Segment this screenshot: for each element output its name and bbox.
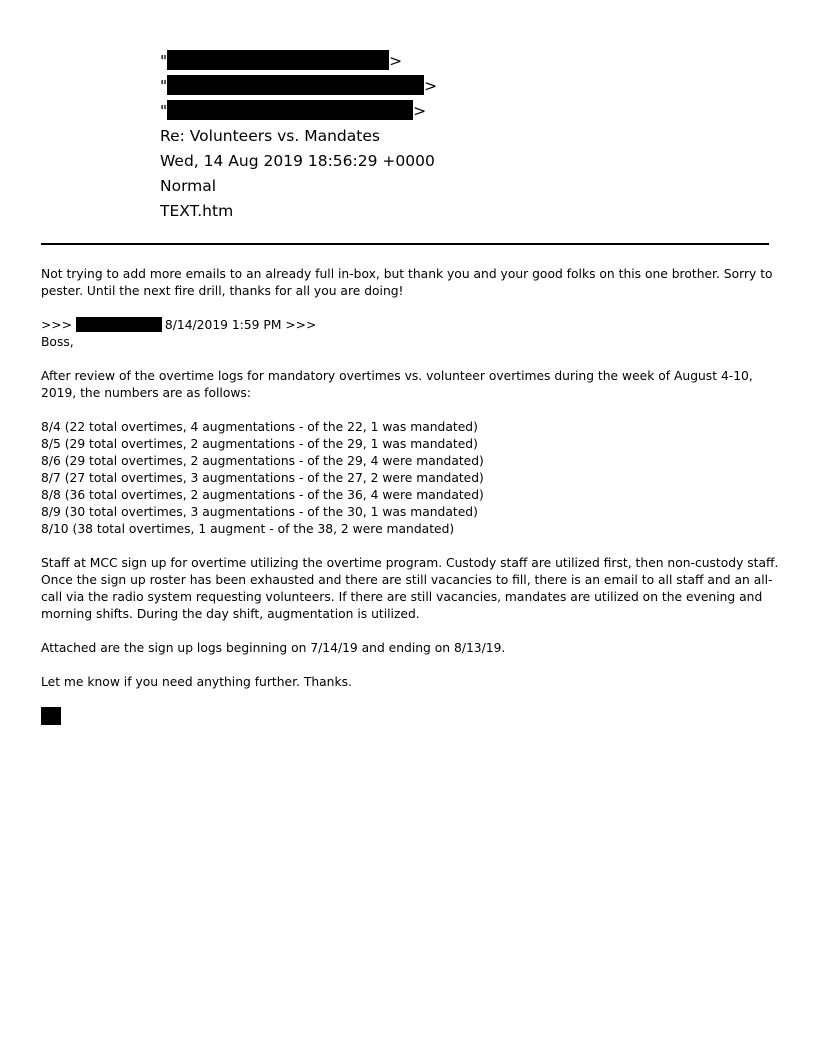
stat-line: 8/6 (29 total overtimes, 2 augmentations - of the 29, 4 were mandated) — [41, 454, 484, 468]
header-divider — [41, 243, 769, 245]
stat-line: 8/9 (30 total overtimes, 3 augmentations - of the 30, 1 was mandated) — [41, 505, 478, 519]
attached-paragraph: Attached are the sign up logs beginning on 7/14/19 and ending on 8/13/19. — [41, 641, 506, 655]
review-paragraph: After review of the overtime logs for mandatory overtimes vs. volunteer overtimes during the week of August 4-10, 2019, the numbers are as follows: — [41, 369, 753, 400]
signature-redaction — [41, 707, 61, 725]
intro-paragraph: Not trying to add more emails to an already full in-box, but thank you and your good folks on this one brother. Sorry to pester. Until the next fire drill, thanks for all you are doing! — [41, 267, 773, 298]
closing-paragraph: Let me know if you need anything further. Thanks. — [41, 675, 352, 689]
process-paragraph: Staff at MCC sign up for overtime utilizing the overtime program. Custody staff are utilized first, then non-custody staff. Once the sign up roster has been exhausted and there are still vacancies to fill, there is an email to all staff and an all-call via the radio system requesting volunteers. If there are still vacancies, mandates are utilized on the evening and morning shifts. During the day shift, augmentation is utilized. — [41, 556, 779, 621]
stat-line: 8/4 (22 total overtimes, 4 augmentations - of the 22, 1 was mandated) — [41, 420, 478, 434]
redaction-block — [167, 75, 424, 95]
redaction-block — [167, 50, 389, 70]
from-value: " > — [160, 52, 403, 70]
quoted-header: >>> 8/14/2019 1:59 PM >>> — [41, 318, 317, 332]
redaction-block — [167, 100, 413, 120]
subject-value: Re: Volunteers vs. Mandates — [160, 127, 380, 145]
to-value: " > — [160, 77, 438, 95]
redaction-block — [76, 317, 162, 332]
cc-value: " > — [160, 102, 427, 120]
stat-line: 8/8 (36 total overtimes, 2 augmentations - of the 36, 4 were mandated) — [41, 488, 484, 502]
stat-line: 8/10 (38 total overtimes, 1 augment - of the 38, 2 were mandated) — [41, 522, 455, 536]
stat-line: 8/7 (27 total overtimes, 3 augmentations - of the 27, 2 were mandated) — [41, 471, 484, 485]
email-body — [41, 266, 781, 691]
attachments-value[interactable]: TEXT.htm — [160, 202, 234, 220]
date-value: Wed, 14 Aug 2019 18:56:29 +0000 — [160, 152, 435, 170]
greeting: Boss, — [41, 335, 74, 349]
stat-line: 8/5 (29 total overtimes, 2 augmentations - of the 29, 1 was mandated) — [41, 437, 478, 451]
importance-value: Normal — [160, 177, 217, 195]
